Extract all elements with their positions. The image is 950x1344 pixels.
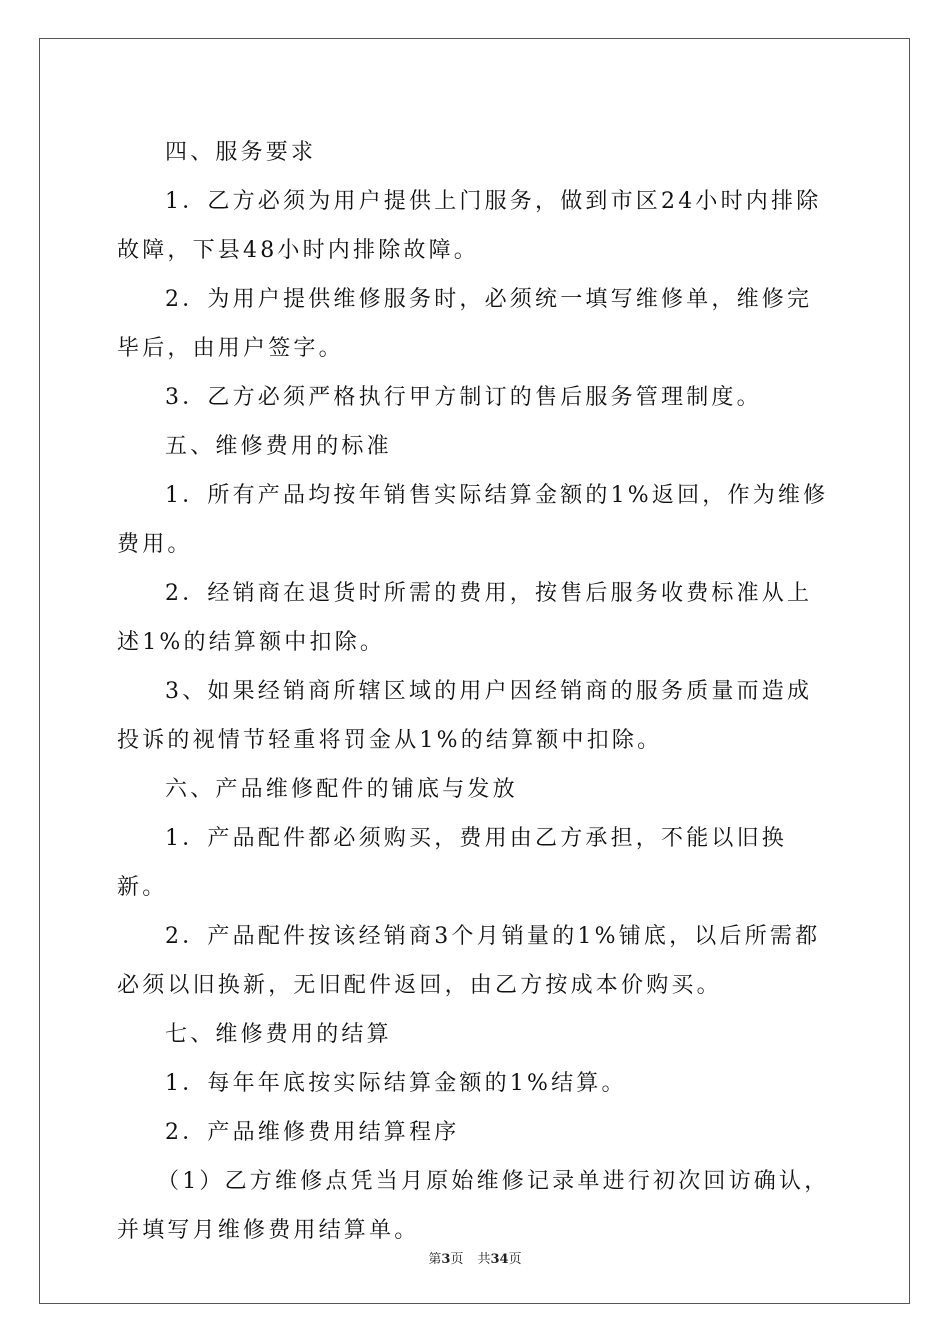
paragraph: 1．所有产品均按年销售实际结算金额的1%返回，作为维修费用。 bbox=[117, 483, 829, 557]
paragraph: 2．产品配件按该经销商3个月销量的1%铺底，以后所需都必须以旧换新，无旧配件返回，由乙方按成本价购买。 bbox=[117, 924, 821, 998]
paragraph: 2．经销商在退货时所需的费用，按售后服务收费标准从上述1%的结算额中扣除。 bbox=[117, 581, 813, 655]
section-heading: 七、维修费用的结算 bbox=[165, 1022, 392, 1047]
page-number: 3 bbox=[441, 1252, 451, 1267]
paragraph: 3．乙方必须严格执行甲方制订的售后服务管理制度。 bbox=[165, 385, 762, 410]
total-prefix: 共 bbox=[477, 1252, 491, 1267]
total-pages: 34 bbox=[490, 1252, 509, 1267]
total-suffix: 页 bbox=[508, 1252, 522, 1267]
paragraph: （1）乙方维修点凭当月原始维修记录单进行初次回访确认，并填写月维修费用结算单。 bbox=[117, 1169, 830, 1243]
paragraph: 3、如果经销商所辖区域的用户因经销商的服务质量而造成投诉的视情节轻重将罚金从1%的结算额中扣除。 bbox=[117, 679, 813, 753]
page-suffix: 页 bbox=[450, 1252, 464, 1267]
paragraph: 2．为用户提供维修服务时，必须统一填写维修单，维修完毕后，由用户签字。 bbox=[117, 287, 813, 361]
section-heading: 五、维修费用的标准 bbox=[165, 434, 392, 459]
page-prefix: 第 bbox=[428, 1252, 442, 1267]
paragraph: 1．产品配件都必须购买，费用由乙方承担，不能以旧换新。 bbox=[117, 826, 787, 900]
page-footer bbox=[0, 1248, 950, 1267]
paragraph: 1．乙方必须为用户提供上门服务，做到市区24小时内排除故障，下县48小时内排除故障。 bbox=[117, 189, 822, 263]
section-heading: 四、服务要求 bbox=[165, 140, 317, 165]
section-heading: 六、产品维修配件的铺底与发放 bbox=[165, 777, 518, 802]
paragraph: 2．产品维修费用结算程序 bbox=[165, 1120, 460, 1145]
document-body bbox=[117, 128, 837, 1255]
paragraph: 1．每年年底按实际结算金额的1%结算。 bbox=[165, 1071, 627, 1096]
